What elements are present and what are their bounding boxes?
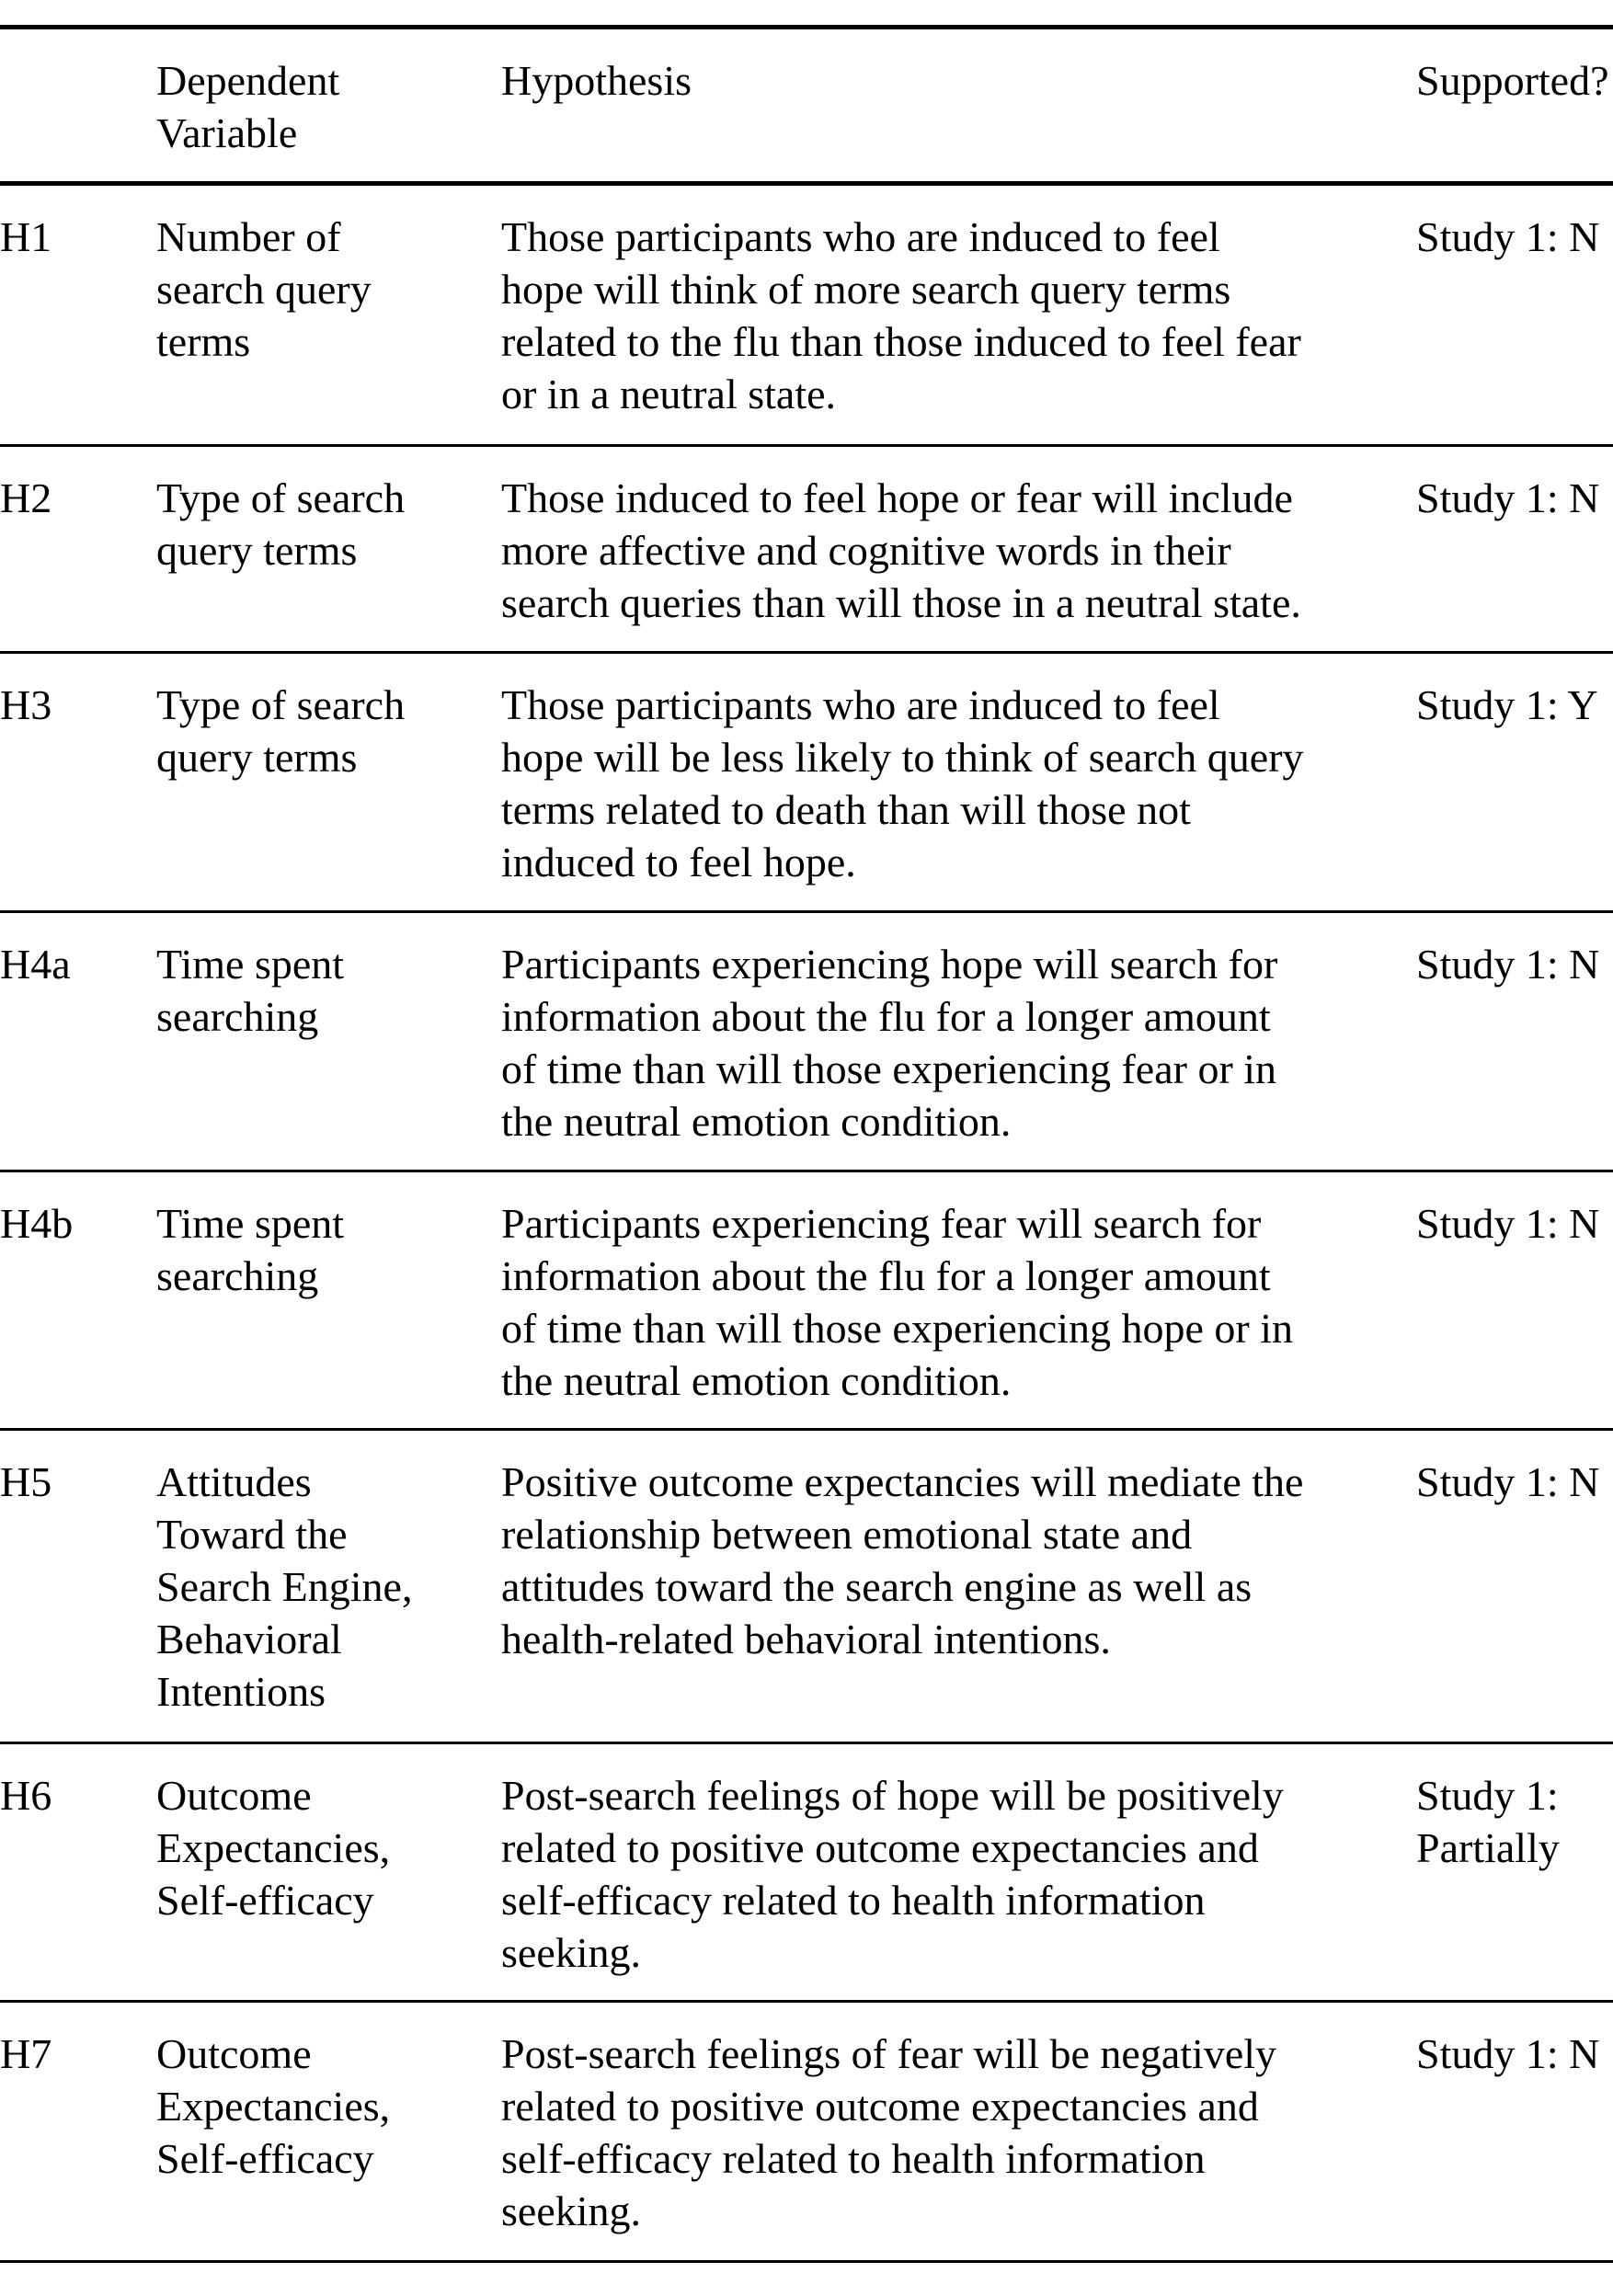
dependent-variable xyxy=(156,938,344,1043)
row-divider xyxy=(0,651,1613,654)
cell-line: terms xyxy=(156,318,251,365)
row-divider xyxy=(0,2000,1613,2003)
table-row xyxy=(0,211,1613,450)
cell-line: Time spent xyxy=(156,1200,345,1247)
supported-value xyxy=(1416,1197,1599,1250)
cell-line: Positive outcome expectancies will mediate the xyxy=(501,1458,1304,1505)
hypothesis-text xyxy=(501,2028,1276,2237)
cell-line: self-efficacy related to health information xyxy=(501,1877,1206,1924)
hypothesis-text xyxy=(501,211,1301,420)
cell-line: searching xyxy=(156,993,319,1040)
cell-line: Post-search feelings of fear will be negatively xyxy=(501,2030,1277,2077)
hypothesis-text xyxy=(501,938,1277,1148)
cell-line: of time than will those experiencing fear or in xyxy=(501,1045,1277,1092)
row-divider xyxy=(0,910,1613,913)
cell-line: Study 1: N xyxy=(1416,1458,1600,1505)
row-divider xyxy=(0,444,1613,447)
dependent-variable xyxy=(156,1456,412,1718)
cell-line: query terms xyxy=(156,734,358,781)
dependent-variable xyxy=(156,211,372,368)
hypothesis-text xyxy=(501,472,1301,629)
cell-line: seeking. xyxy=(501,2187,642,2234)
cell-line: related to the flu than those induced to feel fear xyxy=(501,318,1301,365)
hypothesis-text xyxy=(501,1456,1303,1665)
cell-line: Participants experiencing hope will search for xyxy=(501,941,1278,988)
hypothesis-id: H6 xyxy=(0,1772,52,1819)
cell-line: query terms xyxy=(156,527,358,574)
table-row xyxy=(0,1769,1613,2008)
table-top-rule xyxy=(0,25,1613,29)
table-row xyxy=(0,938,1613,1177)
table-row xyxy=(0,1456,1613,1715)
header-bottom-rule xyxy=(0,181,1613,186)
cell-line: Type of search xyxy=(156,474,406,521)
cell-line: Time spent xyxy=(156,941,345,988)
cell-line: Those participants who are induced to feel xyxy=(501,213,1220,260)
cell-line: or in a neutral state. xyxy=(501,371,837,417)
dependent-variable xyxy=(156,1769,390,1926)
hypothesis-id: H5 xyxy=(0,1458,52,1505)
cell-line: Attitudes xyxy=(156,1458,312,1505)
cell-line: Toward the xyxy=(156,1511,348,1558)
dependent-variable xyxy=(156,472,405,577)
table-row xyxy=(0,2028,1613,2267)
cell-line: Self-efficacy xyxy=(156,2135,374,2182)
cell-line: Study 1: N xyxy=(1416,2030,1600,2077)
cell-line: information about the flu for a longer amount xyxy=(501,1252,1271,1299)
cell-line: Post-search feelings of hope will be positively xyxy=(501,1772,1284,1819)
cell-line: hope will think of more search query terms xyxy=(501,266,1231,313)
cell-line: related to positive outcome expectancies and xyxy=(501,2083,1259,2130)
cell-line: Variable xyxy=(156,109,298,156)
cell-line: attitudes toward the search engine as well as xyxy=(501,1563,1253,1610)
cell-line: of time than will those experiencing hope or in xyxy=(501,1305,1293,1352)
cell-line: Number of xyxy=(156,213,341,260)
hypothesis-id: H4a xyxy=(0,941,71,988)
cell-line: induced to feel hope. xyxy=(501,839,856,885)
hypothesis-text xyxy=(501,679,1304,888)
cell-line: seeking. xyxy=(501,1929,642,1976)
supported-value xyxy=(1416,938,1599,990)
cell-line: related to positive outcome expectancies and xyxy=(501,1824,1259,1871)
table-bottom-rule xyxy=(0,2260,1613,2263)
cell-line: Supported? xyxy=(1416,57,1609,104)
dependent-variable xyxy=(156,679,405,783)
hypothesis-id: H2 xyxy=(0,474,52,521)
cell-line: Study 1: N xyxy=(1416,1200,1600,1247)
hypothesis-id: H1 xyxy=(0,213,52,260)
supported-value xyxy=(1416,2028,1599,2080)
cell-line: Outcome xyxy=(156,1772,312,1819)
cell-line: terms related to death than will those not xyxy=(501,786,1191,833)
cell-line: Outcome xyxy=(156,2030,312,2077)
dependent-variable xyxy=(156,1197,344,1302)
supported-value xyxy=(1416,211,1599,263)
supported-value xyxy=(1416,472,1599,524)
cell-line: Partially xyxy=(1416,1824,1560,1871)
dependent-variable xyxy=(156,2028,390,2185)
header-hypothesis xyxy=(501,54,692,107)
cell-line: searching xyxy=(156,1252,319,1299)
supported-value xyxy=(1416,1456,1599,1508)
cell-line: health-related behavioral intentions. xyxy=(501,1616,1111,1662)
cell-line: Type of search xyxy=(156,681,406,728)
cell-line: self-efficacy related to health information xyxy=(501,2135,1206,2182)
cell-line: Participants experiencing fear will search for xyxy=(501,1200,1262,1247)
cell-line: Intentions xyxy=(156,1668,326,1715)
cell-line: Dependent xyxy=(156,57,340,104)
cell-line: hope will be less likely to think of search query xyxy=(501,734,1304,781)
cell-line: Study 1: Y xyxy=(1416,681,1598,728)
cell-line: Expectancies, xyxy=(156,1824,391,1871)
hypothesis-text xyxy=(501,1769,1284,1979)
hypothesis-id: H3 xyxy=(0,681,52,728)
cell-line: Study 1: N xyxy=(1416,474,1600,521)
header-supported xyxy=(1416,54,1609,107)
cell-line: Self-efficacy xyxy=(156,1877,374,1924)
cell-line: the neutral emotion condition. xyxy=(501,1098,1012,1145)
table-row xyxy=(0,472,1613,711)
hypothesis-id: H4b xyxy=(0,1200,74,1247)
row-divider xyxy=(0,1742,1613,1744)
hypothesis-id: H7 xyxy=(0,2030,52,2077)
cell-line: search query xyxy=(156,266,372,313)
cell-line: Those induced to feel hope or fear will include xyxy=(501,474,1293,521)
row-divider xyxy=(0,1428,1613,1431)
cell-line: the neutral emotion condition. xyxy=(501,1357,1012,1404)
table-row xyxy=(0,679,1613,918)
supported-value xyxy=(1416,679,1598,731)
hypothesis-text xyxy=(501,1197,1293,1407)
cell-line: Hypothesis xyxy=(501,57,692,104)
cell-line: Those participants who are induced to feel xyxy=(501,681,1220,728)
cell-line: Study 1: N xyxy=(1416,213,1600,260)
header-dependent-variable xyxy=(156,54,339,159)
cell-line: Search Engine, xyxy=(156,1563,413,1610)
cell-line: Study 1: N xyxy=(1416,941,1600,988)
supported-value xyxy=(1416,1769,1560,1874)
cell-line: more affective and cognitive words in their xyxy=(501,527,1231,574)
table-row xyxy=(0,1197,1613,1436)
cell-line: Expectancies, xyxy=(156,2083,391,2130)
cell-line: search queries than will those in a neutral state. xyxy=(501,579,1301,626)
cell-line: information about the flu for a longer amount xyxy=(501,993,1271,1040)
cell-line: Behavioral xyxy=(156,1616,342,1662)
row-divider xyxy=(0,1170,1613,1172)
cell-line: relationship between emotional state and xyxy=(501,1511,1193,1558)
cell-line: Study 1: xyxy=(1416,1772,1559,1819)
